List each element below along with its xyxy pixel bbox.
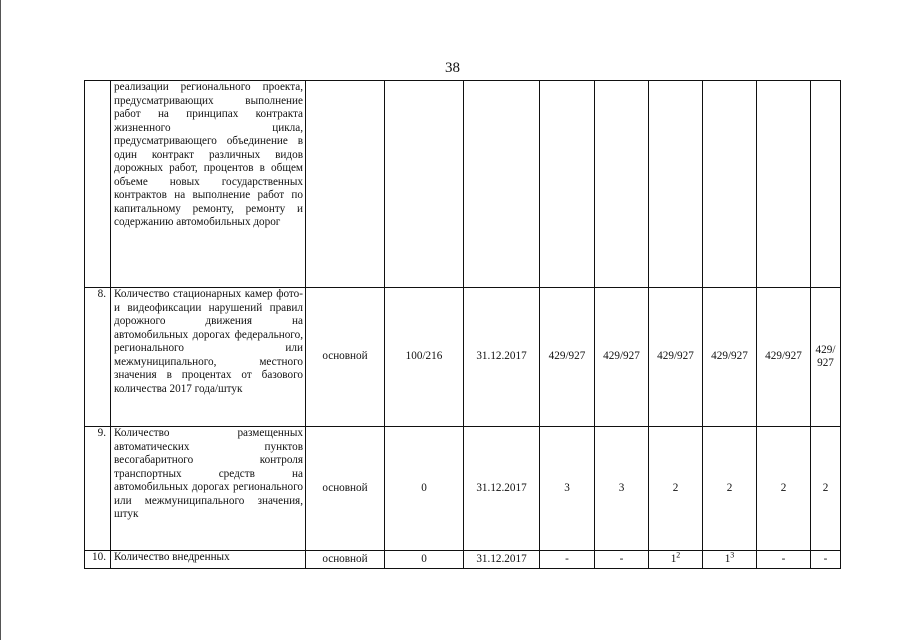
- year-value-6: 2: [811, 427, 841, 551]
- year-value-5: 429/927: [757, 288, 811, 427]
- base-date: 31.12.2017: [464, 551, 540, 569]
- base-value: 0: [385, 551, 464, 569]
- year-value-2: [595, 81, 649, 288]
- year-value-5: -: [757, 551, 811, 569]
- indicator-name: Количество размещенных автоматических пунктов весогабаритного контроля транспортных средств на автомобильных дорогах регионального или межмуниципального значения, штук: [111, 427, 306, 551]
- year-value-3: 429/927: [649, 288, 703, 427]
- year-value-2: -: [595, 551, 649, 569]
- year-value-3: [649, 81, 703, 288]
- table-row-continuation: [85, 81, 841, 288]
- page-left-edge: [0, 0, 1, 640]
- page-number: 38: [445, 60, 460, 76]
- year-value-1: -: [540, 551, 595, 569]
- year-value-5: [757, 81, 811, 288]
- row-number: 8.: [85, 288, 111, 427]
- year-value-2: 3: [595, 427, 649, 551]
- year-value-6: -: [811, 551, 841, 569]
- indicator-name: Количество внедренных: [111, 551, 306, 569]
- row-number: [85, 81, 111, 288]
- indicator-type: основной: [306, 288, 385, 427]
- year-value-2: 429/927: [595, 288, 649, 427]
- year-value-6: [811, 81, 841, 288]
- year-value-4-main: 1: [724, 552, 731, 565]
- base-value: [385, 81, 464, 288]
- year-value-4: [703, 551, 757, 569]
- year-value-1: 429/927: [540, 288, 595, 427]
- year-value-3: [649, 551, 703, 569]
- table-row: [85, 551, 841, 569]
- indicators-table: [84, 80, 841, 569]
- year-value-4: 2: [703, 427, 757, 551]
- year-value-1: [540, 81, 595, 288]
- table-row: [85, 427, 841, 551]
- base-date: 31.12.2017: [464, 288, 540, 427]
- year-value-4: [703, 81, 757, 288]
- year-value-3: 2: [649, 427, 703, 551]
- row-number: 10.: [85, 551, 111, 569]
- indicator-type: основной: [306, 427, 385, 551]
- base-value: 0: [385, 427, 464, 551]
- row-number: 9.: [85, 427, 111, 551]
- indicator-name: реализации регионального проекта, предусматривающих выполнение работ на принципах контракта жизненного цикла, предусматривающего объединение в один контракт различных видов дорожных работ, процентов в общем объеме новых государственных контрактов на выполнение работ по капитальному ремонту, ремонту и содержанию автомобильных дорог: [111, 81, 306, 288]
- indicator-type: основной: [306, 551, 385, 569]
- base-value: 100/216: [385, 288, 464, 427]
- indicator-type: [306, 81, 385, 288]
- table-row: [85, 288, 841, 427]
- year-value-6: 429/ 927: [811, 288, 841, 427]
- year-value-4: 429/927: [703, 288, 757, 427]
- base-date: [464, 81, 540, 288]
- year-value-3-main: 1: [670, 552, 677, 565]
- indicator-name: Количество стационарных камер фото- и видеофиксации нарушений правил дорожного движения на автомобильных дорогах федерального, регионального или межмуниципального, местного значения в процентах от базового количества 2017 года/штук: [111, 288, 306, 427]
- year-value-1: 3: [540, 427, 595, 551]
- base-date: 31.12.2017: [464, 427, 540, 551]
- footnote-marker: 3: [730, 550, 735, 560]
- year-value-5: 2: [757, 427, 811, 551]
- footnote-marker: 2: [676, 550, 681, 560]
